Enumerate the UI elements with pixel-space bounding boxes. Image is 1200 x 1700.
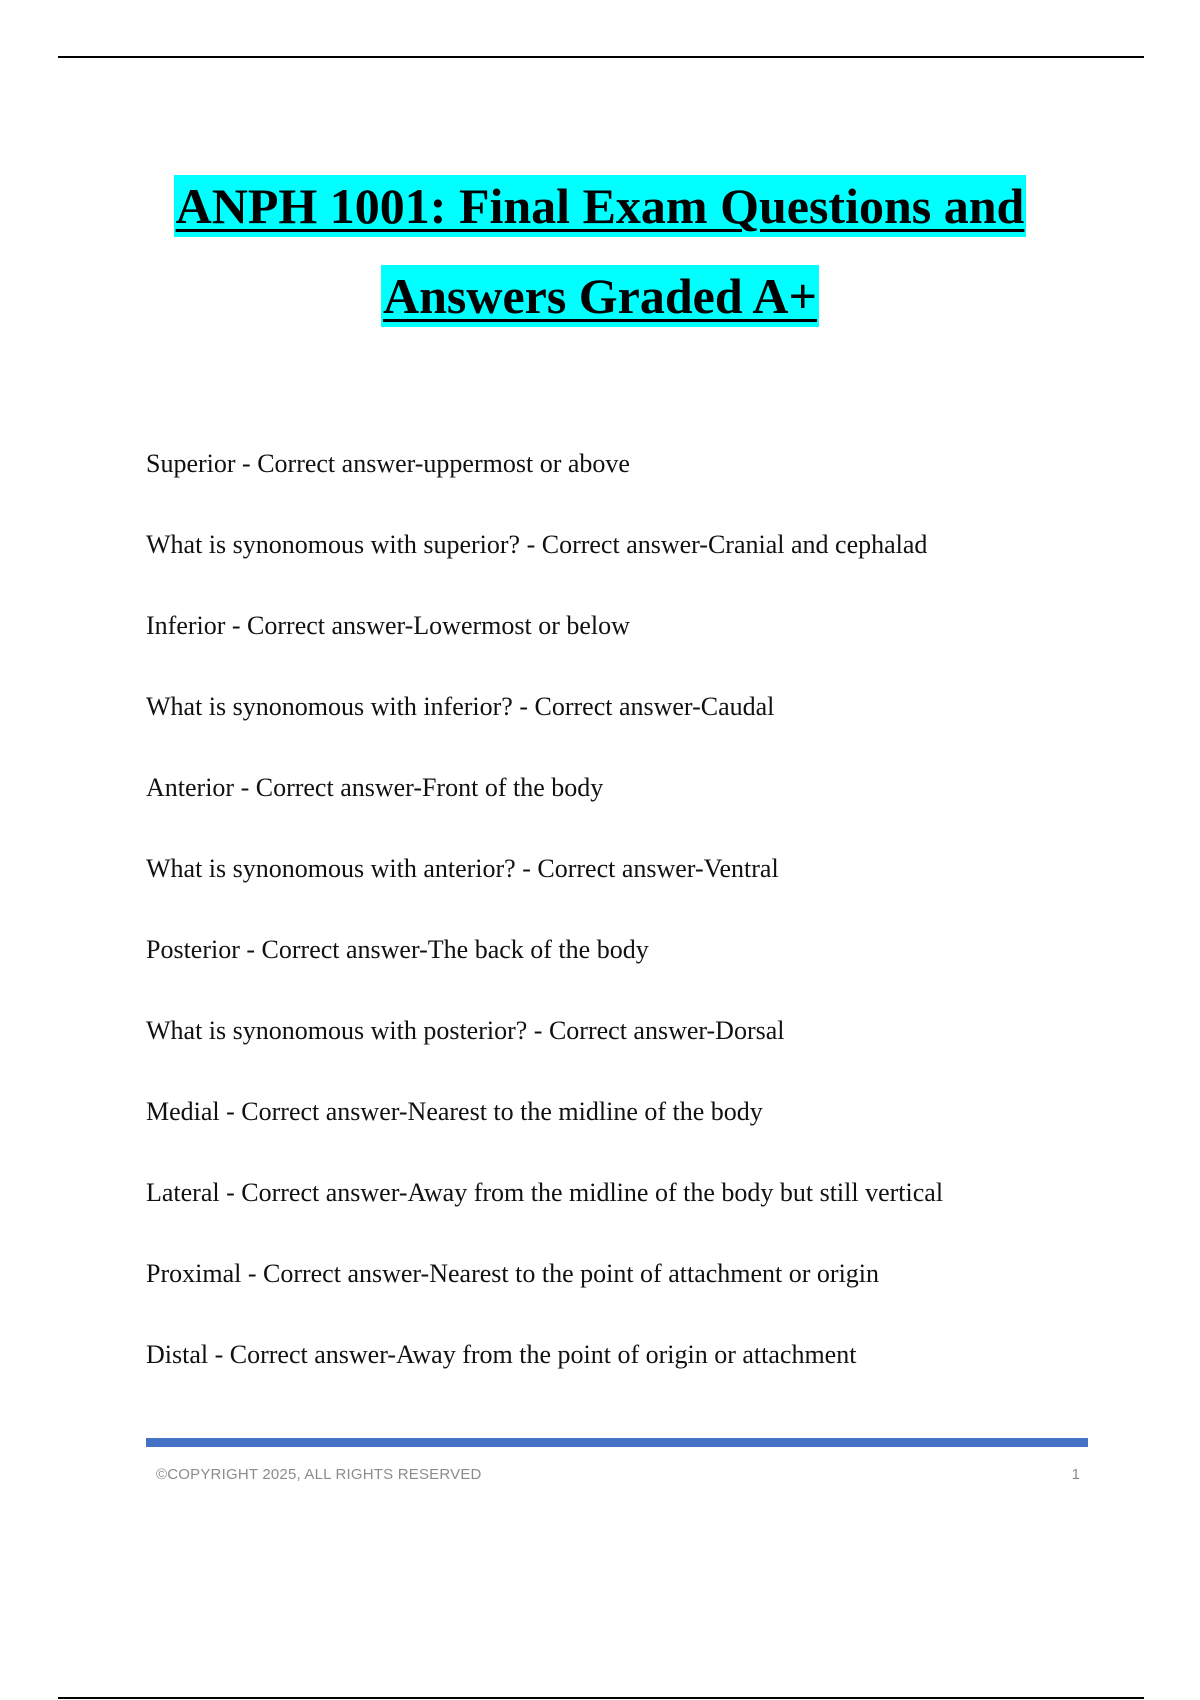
- qa-item: Anterior - Correct answer-Front of the body: [146, 773, 604, 802]
- title-line-2: Answers Graded A+: [381, 265, 819, 327]
- qa-item: What is synonomous with posterior? - Correct answer-Dorsal: [146, 1016, 785, 1045]
- qa-item: Medial - Correct answer-Nearest to the midline of the body: [146, 1097, 763, 1126]
- qa-item: What is synonomous with superior? - Correct answer-Cranial and cephalad: [146, 530, 928, 559]
- qa-item: Posterior - Correct answer-The back of the body: [146, 935, 649, 964]
- title-line-1: ANPH 1001: Final Exam Questions and: [174, 175, 1027, 237]
- bottom-rule: [58, 1697, 1144, 1699]
- document-title: [0, 175, 1200, 355]
- footer-bar: [146, 1438, 1088, 1447]
- top-rule: [58, 56, 1144, 58]
- qa-item: What is synonomous with anterior? - Correct answer-Ventral: [146, 854, 779, 883]
- qa-item: Inferior - Correct answer-Lowermost or below: [146, 611, 630, 640]
- qa-item: Distal - Correct answer-Away from the point of origin or attachment: [146, 1340, 857, 1369]
- qa-item: Superior - Correct answer-uppermost or above: [146, 449, 630, 478]
- qa-list: [146, 448, 1096, 1420]
- page-number: 1: [1071, 1466, 1080, 1483]
- qa-item: Lateral - Correct answer-Away from the midline of the body but still vertical: [146, 1178, 944, 1207]
- qa-item: What is synonomous with inferior? - Correct answer-Caudal: [146, 692, 775, 721]
- footer-copyright: ©COPYRIGHT 2025, ALL RIGHTS RESERVED: [156, 1466, 482, 1483]
- qa-item: Proximal - Correct answer-Nearest to the point of attachment or origin: [146, 1259, 880, 1288]
